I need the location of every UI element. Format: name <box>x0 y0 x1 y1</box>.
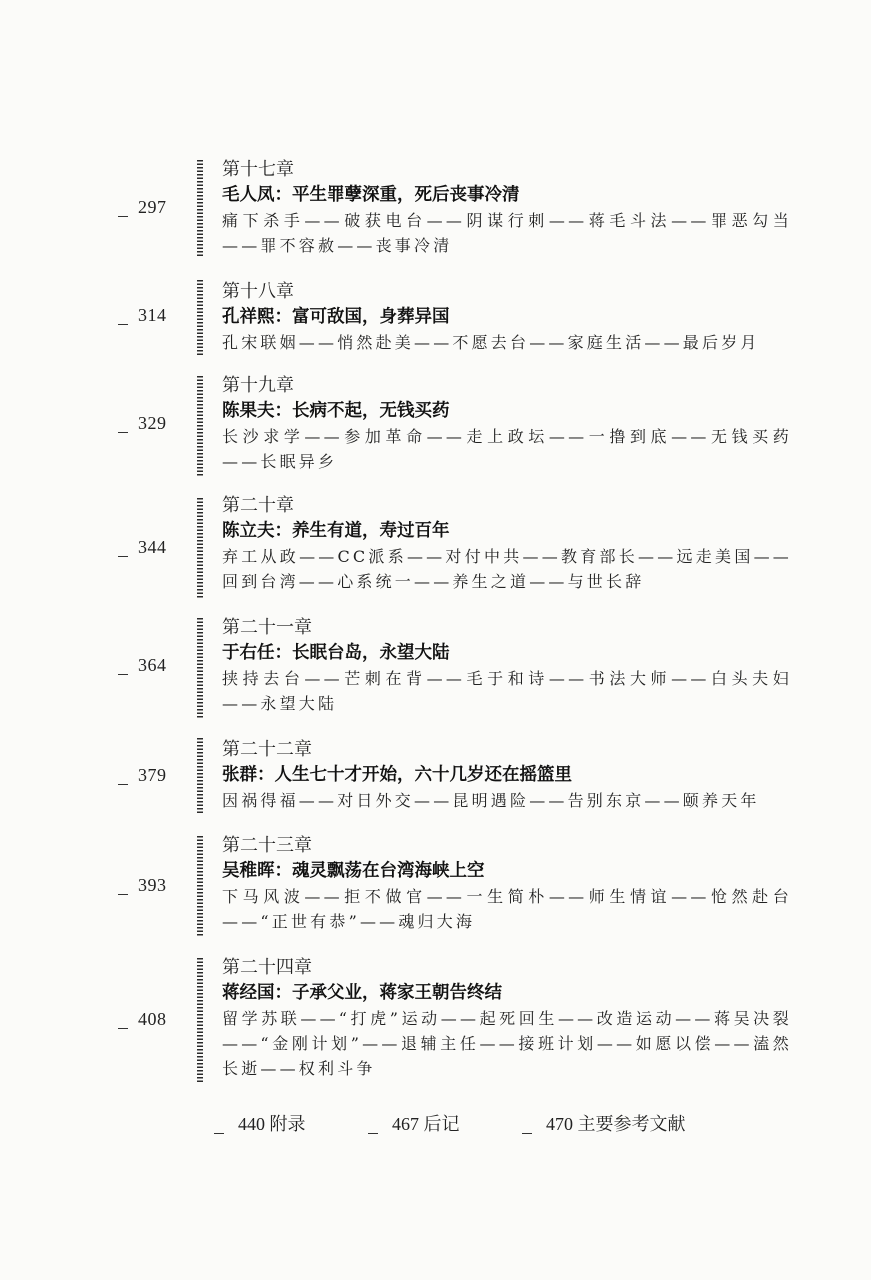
page-number-text: 297 <box>138 197 167 217</box>
chapter-title: 吴稚晖：魂灵飘荡在台湾海峡上空 <box>222 861 485 881</box>
chapter-number: 第十九章 <box>222 375 294 396</box>
chapter-sections: 弃工从政——CC派系——对付中共——教育部长——远走美国——回到台湾——心系统一——养生之道——与世长辞 <box>222 547 792 591</box>
chapter-number: 第二十三章 <box>222 835 312 856</box>
page-number <box>118 874 188 896</box>
page-number-text: 379 <box>138 765 167 785</box>
chapter-number: 第二十二章 <box>222 739 312 760</box>
chapter-sections: 长沙求学——参加革命——走上政坛——一撸到底——无钱买药——长眠异乡 <box>222 427 792 471</box>
dotted-rule <box>197 160 203 256</box>
chapter-sections: 挟持去台——芒刺在背——毛于和诗——书法大师——白头夫妇——永望大陆 <box>222 669 792 713</box>
chapter-title: 于右任：长眠台岛，永望大陆 <box>222 643 450 663</box>
chapter-number: 第二十一章 <box>222 617 312 638</box>
page-number <box>118 1008 188 1030</box>
afterword-label: 后记 <box>423 1114 460 1134</box>
page-number <box>118 764 188 786</box>
references-page: 470 <box>546 1114 573 1134</box>
dotted-rule <box>197 836 203 936</box>
dotted-rule <box>197 958 203 1082</box>
chapter-title: 蒋经国：子承父业，蒋家王朝告终结 <box>222 983 502 1003</box>
page-number <box>118 304 188 326</box>
entry-content <box>222 494 792 594</box>
references-link[interactable] <box>522 1112 686 1136</box>
entry-content <box>222 280 792 355</box>
entry-content <box>222 616 792 716</box>
afterword-page: 467 <box>392 1114 419 1134</box>
page-number <box>118 196 188 218</box>
chapter-sections: 留学苏联——“打虎”运动——起死回生——改造运动——蒋吴决裂——“金刚计划”——退辅主任——接班计划——如愿以偿——溘然长逝——权利斗争 <box>222 1009 792 1078</box>
page-number-text: 364 <box>138 655 167 675</box>
chapter-title: 毛人凤：平生罪孽深重，死后丧事冷清 <box>222 185 520 205</box>
page-number-text: 314 <box>138 305 167 325</box>
entry-content <box>222 738 792 813</box>
entry-content <box>222 374 792 474</box>
dotted-rule <box>197 498 203 598</box>
chapter-number: 第十八章 <box>222 281 294 302</box>
chapter-title: 张群：人生七十才开始，六十几岁还在摇篮里 <box>222 765 572 785</box>
dotted-rule <box>197 280 203 356</box>
chapter-sections: 因祸得福——对日外交——昆明遇险——告别东京——颐养天年 <box>222 791 760 810</box>
appendix-label: 附录 <box>269 1114 306 1134</box>
dotted-rule <box>197 376 203 476</box>
entry-content <box>222 158 792 258</box>
appendix-link[interactable] <box>214 1112 306 1136</box>
page-number <box>118 654 188 676</box>
dotted-rule <box>197 618 203 718</box>
page-number-text: 408 <box>138 1009 167 1029</box>
chapter-sections: 痛下杀手——破获电台——阴谋行刺——蒋毛斗法——罪恶勾当——罪不容赦——丧事冷清 <box>222 211 792 255</box>
page-number-text: 344 <box>138 537 167 557</box>
chapter-number: 第十七章 <box>222 159 294 180</box>
page-number <box>118 536 188 558</box>
chapter-number: 第二十四章 <box>222 957 312 978</box>
chapter-sections: 下马风波——拒不做官——一生简朴——师生情谊——怆然赴台——“正世有恭”——魂归大海 <box>222 887 792 931</box>
chapter-number: 第二十章 <box>222 495 294 516</box>
references-label: 主要参考文献 <box>577 1114 686 1134</box>
entry-content <box>222 834 792 934</box>
dotted-rule <box>197 738 203 814</box>
page-number <box>118 412 188 434</box>
chapter-title: 陈立夫：养生有道，寿过百年 <box>222 521 450 541</box>
entry-content <box>222 956 792 1081</box>
page-number-text: 393 <box>138 875 167 895</box>
appendix-page: 440 <box>238 1114 265 1134</box>
chapter-title: 孔祥熙：富可敌国，身葬异国 <box>222 307 450 327</box>
page-number-text: 329 <box>138 413 167 433</box>
afterword-link[interactable] <box>368 1112 460 1136</box>
chapter-title: 陈果夫：长病不起，无钱买药 <box>222 401 450 421</box>
chapter-sections: 孔宋联姻——悄然赴美——不愿去台——家庭生活——最后岁月 <box>222 333 760 352</box>
